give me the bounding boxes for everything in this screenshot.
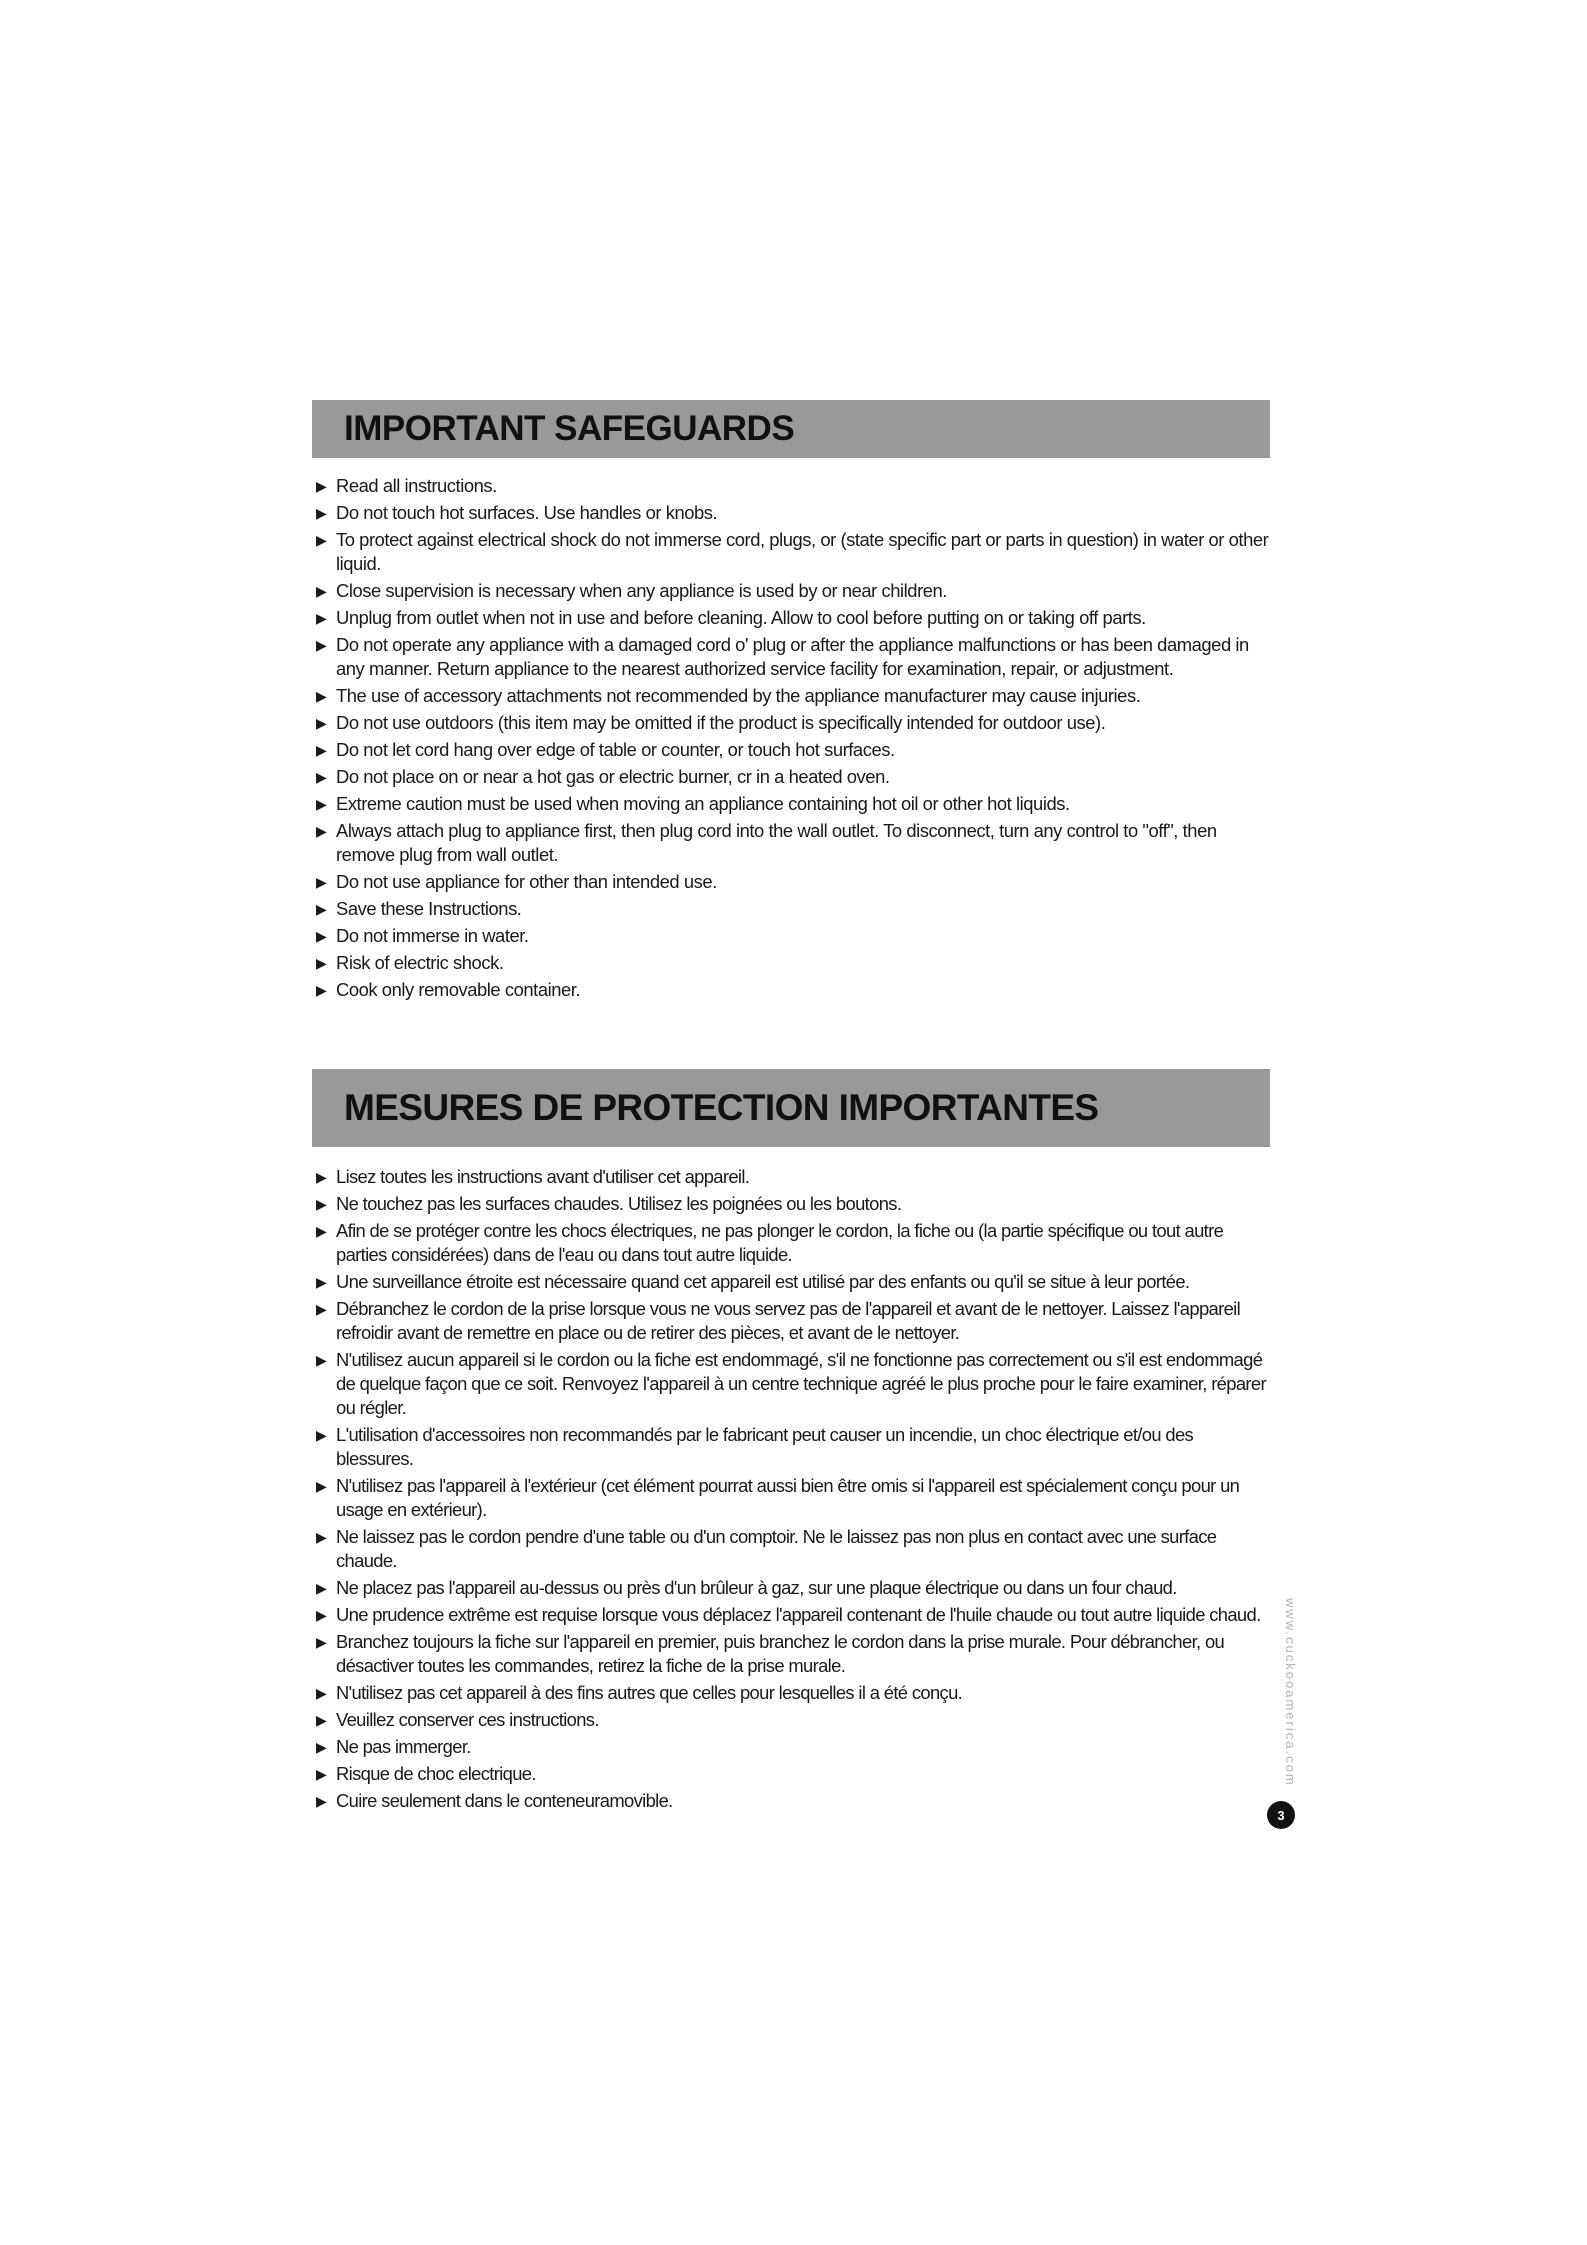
bullet-triangle-icon: ▶ [316,532,327,548]
safeguard-item [316,924,1270,948]
bullet-triangle-icon: ▶ [316,982,327,998]
safeguard-item-text: Ne placez pas l'appareil au-dessus ou près d'un brûleur à gaz, sur une plaque électrique ou dans un four chaud. [336,1577,1177,1598]
safeguard-item [316,738,1270,762]
safeguard-item [316,951,1270,975]
bullet-triangle-icon: ▶ [316,1478,327,1494]
safeguard-item-text: N'utilisez pas cet appareil à des fins autres que celles pour lesquelles il a été conçu. [336,1682,963,1703]
safeguard-item [316,474,1270,498]
bullet-triangle-icon: ▶ [316,1529,327,1545]
bullet-triangle-icon: ▶ [316,1766,327,1782]
french-safeguards-section [312,1069,1270,1816]
bullet-triangle-icon: ▶ [316,1169,327,1185]
bullet-triangle-icon: ▶ [316,1352,327,1368]
safeguard-item-text: Une surveillance étroite est nécessaire quand cet appareil est utilisé par des enfants ou qu'il se situe à leur portée. [336,1271,1190,1292]
safeguard-item [316,1789,1270,1813]
safeguard-item-text: Risk of electric shock. [336,952,504,973]
safeguard-item-text: To protect against electrical shock do not immerse cord, plugs, or (state specific part or parts in question) in water or other liquid. [336,529,1269,574]
safeguard-item-text: Veuillez conserver ces instructions. [336,1709,599,1730]
bullet-triangle-icon: ▶ [316,955,327,971]
safeguard-item-text: L'utilisation d'accessoires non recommandés par le fabricant peut causer un incendie, un choc électrique et/ou des blessures. [336,1424,1194,1469]
website-side-text: www.cuckooamerica.com [1283,1598,1298,1787]
safeguard-item-text: Always attach plug to appliance first, then plug cord into the wall outlet. To disconnect, turn any control to "off", then remove plug from wall outlet. [336,820,1217,865]
safeguard-item [316,1270,1270,1294]
safeguard-item [316,1525,1270,1573]
safeguard-item-text: Do not use outdoors (this item may be omitted if the product is specifically intended for outdoor use). [336,712,1106,733]
french-section-title: MESURES DE PROTECTION IMPORTANTES [344,1087,1099,1128]
bullet-triangle-icon: ▶ [316,583,327,599]
safeguard-item-text: Do not let cord hang over edge of table or counter, or touch hot surfaces. [336,739,895,760]
safeguard-item [316,978,1270,1002]
safeguard-item [316,684,1270,708]
safeguard-item-text: Save these Instructions. [336,898,522,919]
bullet-triangle-icon: ▶ [316,1685,327,1701]
bullet-triangle-icon: ▶ [316,1274,327,1290]
english-safeguard-list [312,474,1270,1002]
safeguard-item-text: N'utilisez aucun appareil si le cordon ou la fiche est endommagé, s'il ne fonctionne pas correctement ou s'il est endommagé de quelque façon que ce soit. Renvoyez l'appareil à un centre technique agréé le plus proche pour le faire examiner, réparer ou régler. [336,1349,1266,1418]
bullet-triangle-icon: ▶ [316,742,327,758]
bullet-triangle-icon: ▶ [316,796,327,812]
safeguard-item [316,606,1270,630]
safeguard-item-text: Ne touchez pas les surfaces chaudes. Utilisez les poignées ou les boutons. [336,1193,902,1214]
bullet-triangle-icon: ▶ [316,1196,327,1212]
bullet-triangle-icon: ▶ [316,1580,327,1596]
safeguard-item-text: Unplug from outlet when not in use and before cleaning. Allow to cool before putting on or taking off parts. [336,607,1146,628]
safeguard-item [316,633,1270,681]
bullet-triangle-icon: ▶ [316,1793,327,1809]
safeguard-item [316,1297,1270,1345]
safeguard-item [316,1423,1270,1471]
safeguard-item [316,1474,1270,1522]
safeguard-item [316,1708,1270,1732]
bullet-triangle-icon: ▶ [316,505,327,521]
safeguard-item [316,765,1270,789]
bullet-triangle-icon: ▶ [316,1634,327,1650]
page-number-badge: 3 [1267,1801,1295,1829]
bullet-triangle-icon: ▶ [316,715,327,731]
safeguard-item [316,1630,1270,1678]
safeguard-item-text: Do not place on or near a hot gas or electric burner, cr in a heated oven. [336,766,890,787]
safeguard-item-text: Une prudence extrême est requise lorsque vous déplacez l'appareil contenant de l'huile chaude ou tout autre liquide chaud. [336,1604,1261,1625]
bullet-triangle-icon: ▶ [316,928,327,944]
safeguard-item [316,870,1270,894]
safeguard-item [316,1681,1270,1705]
safeguard-item [316,1219,1270,1267]
bullet-triangle-icon: ▶ [316,1739,327,1755]
safeguard-item [316,579,1270,603]
safeguard-item-text: N'utilisez pas l'appareil à l'extérieur (cet élément pourrat aussi bien être omis si l'appareil est spécialement conçu pour un usage en extérieur). [336,1475,1240,1520]
english-safeguards-section [312,400,1270,1005]
safeguard-item-text: Afin de se protéger contre les chocs électriques, ne pas plonger le cordon, la fiche ou (la partie spécifique ou tout autre parties considérées) dans de l'eau ou dans tout autre liquide. [336,1220,1224,1265]
bullet-triangle-icon: ▶ [316,874,327,890]
safeguard-item [316,1762,1270,1786]
bullet-triangle-icon: ▶ [316,610,327,626]
bullet-triangle-icon: ▶ [316,901,327,917]
english-section-header [312,400,1270,458]
safeguard-item [316,792,1270,816]
safeguard-item-text: Cuire seulement dans le conteneuramovible. [336,1790,673,1811]
safeguard-item-text: Branchez toujours la fiche sur l'appareil en premier, puis branchez le cordon dans la prise murale. Pour débrancher, ou désactiver toutes les commandes, retirez la fiche de la prise murale. [336,1631,1225,1676]
bullet-triangle-icon: ▶ [316,1607,327,1623]
safeguard-item-text: Débranchez le cordon de la prise lorsque vous ne vous servez pas de l'appareil et avant de le nettoyer. Laissez l'appareil refroidir avant de remettre en place ou de retirer des pièces, et avant de le nettoyer. [336,1298,1241,1343]
safeguard-item-text: Do not use appliance for other than intended use. [336,871,717,892]
bullet-triangle-icon: ▶ [316,1712,327,1728]
safeguard-item [316,501,1270,525]
bullet-triangle-icon: ▶ [316,688,327,704]
french-safeguard-list [312,1165,1270,1813]
safeguard-item-text: Do not touch hot surfaces. Use handles or knobs. [336,502,718,523]
safeguard-item [316,1348,1270,1420]
safeguard-item [316,819,1270,867]
safeguard-item [316,1603,1270,1627]
safeguard-item [316,1576,1270,1600]
safeguard-item-text: Close supervision is necessary when any appliance is used by or near children. [336,580,947,601]
safeguard-item [316,1192,1270,1216]
safeguard-item-text: Ne pas immerger. [336,1736,471,1757]
safeguard-item [316,897,1270,921]
safeguard-item-text: Lisez toutes les instructions avant d'utiliser cet appareil. [336,1166,750,1187]
safeguard-item-text: Extreme caution must be used when moving an appliance containing hot oil or other hot liquids. [336,793,1070,814]
safeguard-item-text: Risque de choc electrique. [336,1763,536,1784]
safeguard-item [316,1165,1270,1189]
bullet-triangle-icon: ▶ [316,823,327,839]
safeguard-item-text: Do not immerse in water. [336,925,529,946]
french-section-header [312,1069,1270,1147]
bullet-triangle-icon: ▶ [316,1223,327,1239]
bullet-triangle-icon: ▶ [316,478,327,494]
safeguard-item-text: Ne laissez pas le cordon pendre d'une table ou d'un comptoir. Ne le laissez pas non plus en contact avec une surface chaude. [336,1526,1217,1571]
safeguard-item-text: Cook only removable container. [336,979,581,1000]
safeguard-item [316,528,1270,576]
english-section-title: IMPORTANT SAFEGUARDS [344,409,795,448]
bullet-triangle-icon: ▶ [316,769,327,785]
safeguard-item [316,1735,1270,1759]
safeguard-item-text: Do not operate any appliance with a damaged cord o' plug or after the appliance malfunctions or has been damaged in any manner. Return appliance to the nearest authorized service facility for examination, repair, or adjustment. [336,634,1249,679]
bullet-triangle-icon: ▶ [316,637,327,653]
safeguard-item-text: Read all instructions. [336,475,497,496]
bullet-triangle-icon: ▶ [316,1301,327,1317]
bullet-triangle-icon: ▶ [316,1427,327,1443]
safeguard-item-text: The use of accessory attachments not recommended by the appliance manufacturer may cause injuries. [336,685,1141,706]
safeguard-item [316,711,1270,735]
